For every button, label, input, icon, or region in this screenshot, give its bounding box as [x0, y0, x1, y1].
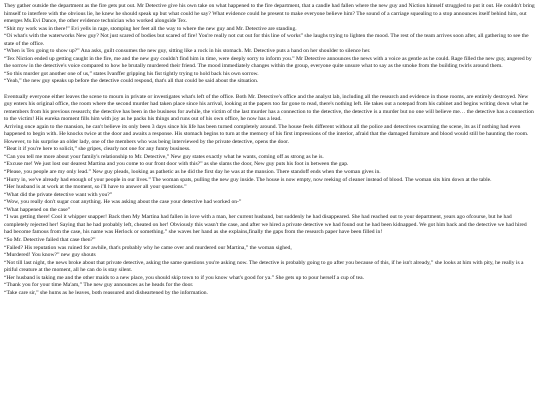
paragraph: “When is Tex going to show up?” Ana asks, guilt consumes the new guy, sitting like a rock in his stomach. Mr. Detective puts a hand on her shoulder to silence her.	[4, 48, 371, 55]
paragraph: “So Mr. Detective failed that case then?”	[4, 236, 96, 243]
paragraph: “Wow, you really don't sugar coat anything. He was asking about the case your detective had worked on-”	[4, 199, 242, 206]
paragraph: “Can you tell me more about your family's relationship to Mr. Detective,” New guy states exactly what he wants, coming off as strong as he is.	[4, 153, 324, 160]
paragraph: “Her husband is taking me and the other maids to a new place, you should skip town to if you know what's good for ya.” She gets up to pour herself a cup of tea.	[4, 274, 365, 281]
paragraph: “Beat it if you're here to solicit,” she gripes, clearly not one for any funny business.	[4, 146, 191, 153]
paragraph: “Failed? His reputation was ruined for awhile, that's probably why he came over and murdered our Martina,” the woman sighed,	[4, 244, 292, 251]
paragraph: Arriving once again to the mansion, he can't believe its only been 3 days since his life has been turned completely around. The house feels different without all the police and detectives swarming the scene, its as if nothing had even happened to begin with. He knocks twice at the door and awaits a response. His stomach begins to turn at the memory of his first impressions of the interior, afraid that the damaged furniture and blood would still be haunting the room. However, to his surprise an older lady, one of the members who was being interviewed by the private detective, opens the door.	[4, 123, 529, 145]
paragraph: “Excuse me! We just lost our dearest Martina and you come to our front door with this?” as she slams the door, New guy puts his foot in between the gap.	[4, 161, 349, 168]
paragraph: “Thank you for your time Ma'am,” The new guy announces as he heads for the door.	[4, 282, 194, 289]
paragraph: “Tex Niction ended up getting caught in the fire, me and the new guy couldn't find him in time, were deeply sorry to inform you.” Mr Detective announces the news with a voice as gentle as he could. Rage filled the new guy, angered by the sorrow in the detective's voice compared to how he brutally murdered their friend. The mood immediately changes within the group, everyone quite unsure what to say as the smoke from the building twirls around them.	[4, 55, 532, 70]
paragraph: “Please, you people are my only lead.” New guy pleads, looking as pathetic as he did the first day he was at the mansion. There standoff ends when the woman gives in.	[4, 169, 381, 176]
paragraph: “Hurry in, we've already had enough of your people in our lives.” The woman spats, pulling the new guy inside. The house is now empty, now reeking of cleaner instead of blood. The woman sits him down at the table.	[4, 176, 492, 183]
paragraph: “Not till last night, the news broke about that private detective, asking the same questions you're asking now. The detective is probably going to go after you because of this, if he isn't already,” she looks at him with pity, he really is a pitiful creature at the moment, all he can do is stay silent.	[4, 259, 524, 274]
paragraph: “Yeah,” the new guy speaks up before the detective could respond, that's all that could be said about the situation.	[4, 78, 259, 85]
section-gap	[4, 86, 536, 94]
paragraph: “Her husband is at work at the moment, so i'll have to answer all your questions.”	[4, 184, 187, 191]
paragraph: “I was getting there! Cool it whipper snapper! Back then My Martina had fallen in love with a man, her current husband, but suddenly he had disappeared. She had reached out to your department, years ago ofcourse, but he had completely rejected her! Saying that he had probably left, cheated on her! Obviously this wasn't the case, and after we hired a private detective we had found out he had been kidnapped. We got him back and the detective we had hired had become famous from the case, his name was Herlock or something.” she waves her hand as she explains,finally the gaps from the research paper have been filled in!	[4, 214, 527, 236]
paragraph: “Take care sir,” she hums as he leaves, both reassured and disheartened by the information.	[4, 289, 208, 296]
paragraph-block	[4, 3, 536, 86]
paragraph-block	[4, 94, 536, 298]
paragraph: “Shit my work was in there!” Evi yells in rage, stomping her feet all the way to where the new guy and Mr. Detective are standing.	[4, 25, 297, 32]
paragraph: “Murdered! You know?” new guy shouts	[4, 252, 96, 259]
paragraph: “So this murder got another one of us,” states Ivanffer gripping his fist tightly trying to hold back his own sorrow.	[4, 70, 259, 77]
paragraph: Eventually everyone either leaves the scene to mourn in private or investigates what's left of the office. Both Mr. Detective's office and the analyst lab, including all the research and evidence in those rooms, are entirely destroyed. New guy enters his original office, the room where the second murder had taken place since his arrival, looking at the papers too far gone to read, there's nothing left. He takes out a notepad from his cabinet and begins writing down what he remembers from his previous research; the detective has been in the business for awhile, the victim of the last murder has a connection to the detective, the detective is a murder but no one will believe me… the detective has a connection to the victim! His eureka moment fills him with joy as he packs his things and runs out of his own office, he now has a lead.	[4, 93, 534, 123]
paragraph: They gather outside the department as the fire gets put out. Mr Detective give his own take on what happened to the fire department, that a candle had fallen where the new guy and Niction himself struggled to put it out. He couldn't bring himself to interfere with the obvious lie, he knew he should speak up but what could he say? What evidence could he present to make everyone believe him? The sound of a carriage squealing to a stop announces itself behind him, out emerges Ms.Evi Dance, the other evidence technician who worked alongside Tex.	[4, 3, 535, 25]
paragraph: “What happened on the case”	[4, 206, 71, 213]
paragraph: “Oi what's with the waterworks New guy? Not just scared of bodies but scared of fire! You're really not cut out for this line of works” she laughs trying to lighten the mood. The rest of the team arrives soon after, all gathering to see the state of the office.	[4, 33, 529, 47]
paragraph: “What did the private detective want with you?”	[4, 191, 113, 198]
